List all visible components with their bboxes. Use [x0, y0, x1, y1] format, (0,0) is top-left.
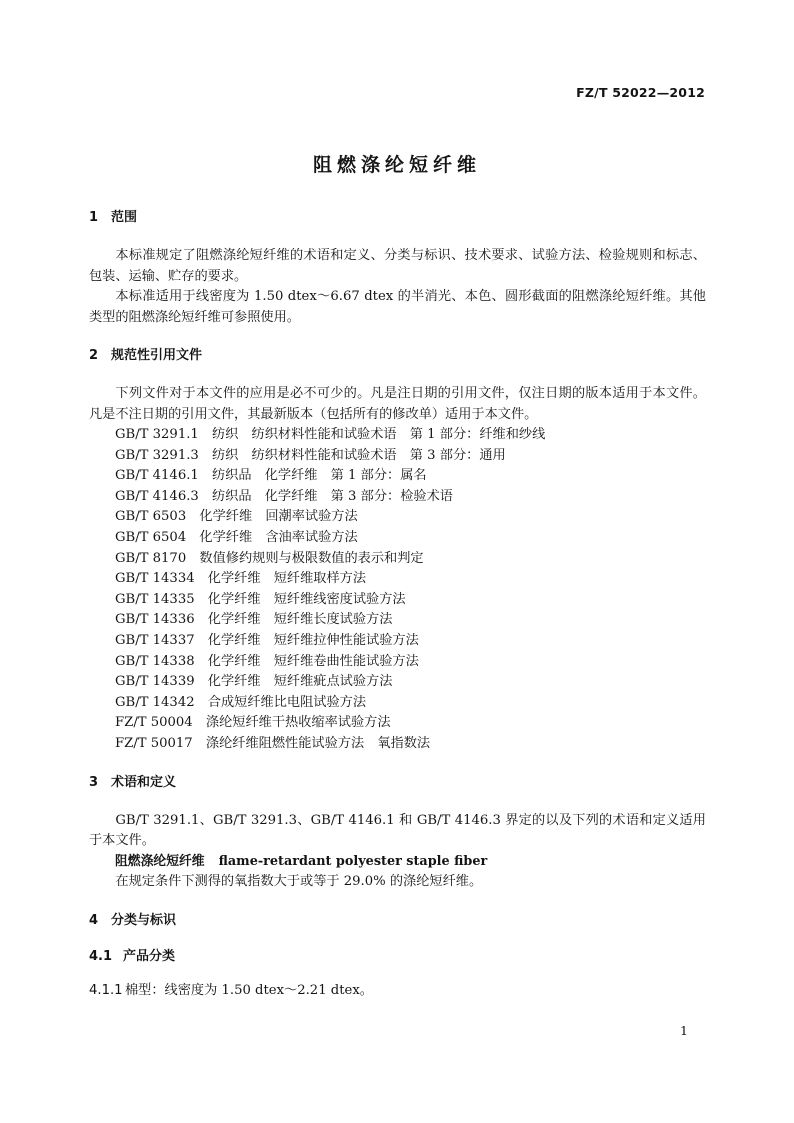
- section-heading: [89, 773, 706, 793]
- reference-item: GB/T 14342 合成短纤维比电阻试验方法: [115, 694, 367, 710]
- clause: [89, 981, 706, 1001]
- section-terms-definitions: [89, 773, 706, 893]
- paragraph: 本标准适用于线密度为 1.50 dtex～6.67 dtex 的半消光、本色、圆形截面的阻燃涤纶短纤维。其他类型的阻燃涤纶短纤维可参照使用。: [89, 289, 706, 325]
- section-heading: [89, 346, 706, 366]
- term-chinese: 阻燃涤纶短纤维: [115, 853, 205, 869]
- reference-item: GB/T 3291.3 纺织 纺织材料性能和试验术语 第 3 部分：通用: [115, 447, 506, 463]
- paragraph: GB/T 3291.1、GB/T 3291.3、GB/T 4146.1 和 GB/T 4146.3 界定的以及下列的术语和定义适用于本文件。: [89, 812, 706, 848]
- clause-number: 4.1.1: [89, 982, 123, 998]
- subsection-number: 4.1: [89, 948, 113, 964]
- paragraph: 本标准规定了阻燃涤纶短纤维的术语和定义、分类与标识、技术要求、试验方法、检验规则和标志、包装、运输、贮存的要求。: [89, 248, 706, 284]
- reference-item: GB/T 4146.3 纺织品 化学纤维 第 3 部分：检验术语: [115, 488, 453, 504]
- reference-item: GB/T 14334 化学纤维 短纤维取样方法: [115, 571, 367, 587]
- clause-text: 棉型：线密度为 1.50 dtex～2.21 dtex。: [125, 982, 373, 998]
- page-number: 1: [680, 1023, 688, 1038]
- reference-item: GB/T 14339 化学纤维 短纤维疵点试验方法: [115, 674, 393, 690]
- section-number: 3: [89, 774, 99, 790]
- reference-item: GB/T 6503 化学纤维 回潮率试验方法: [115, 509, 358, 525]
- subsection-heading: [89, 947, 706, 967]
- reference-item: GB/T 3291.1 纺织 纺织材料性能和试验术语 第 1 部分：纤维和纱线: [115, 427, 546, 442]
- reference-item: GB/T 14337 化学纤维 短纤维拉伸性能试验方法: [115, 632, 419, 648]
- document-body: [89, 208, 706, 1001]
- standard-code: FZ/T 52022—2012: [576, 85, 705, 100]
- reference-item: GB/T 14336 化学纤维 短纤维长度试验方法: [115, 612, 393, 628]
- section-title: 术语和定义: [111, 774, 177, 790]
- document-title: 阻燃涤纶短纤维: [312, 154, 481, 176]
- section-title: 分类与标识: [111, 912, 177, 928]
- section-normative-references: [89, 346, 706, 755]
- term-definition: 在规定条件下测得的氧指数大于或等于 29.0% 的涤纶短纤维。: [115, 874, 483, 889]
- section-number: 1: [89, 210, 99, 225]
- reference-item: GB/T 14335 化学纤维 短纤维线密度试验方法: [115, 591, 406, 607]
- reference-item: GB/T 8170 数值修约规则与极限数值的表示和判定: [115, 550, 424, 566]
- reference-item: GB/T 6504 化学纤维 含油率试验方法: [115, 529, 358, 545]
- section-title: 范围: [111, 210, 138, 225]
- reference-item: FZ/T 50017 涤纶纤维阻燃性能试验方法 氧指数法: [115, 735, 431, 751]
- section-title: 规范性引用文件: [111, 348, 203, 363]
- term-entry: [89, 852, 706, 873]
- reference-item: GB/T 14338 化学纤维 短纤维卷曲性能试验方法: [115, 653, 419, 669]
- section-scope: [89, 208, 706, 328]
- paragraph: 下列文件对于本文件的应用是必不可少的。凡是注日期的引用文件，仅注日期的版本适用于本文件。凡是不注日期的引用文件，其最新版本（包括所有的修改单）适用于本文件。: [89, 386, 706, 422]
- reference-list: [89, 425, 706, 755]
- term-english: flame-retardant polyester staple fiber: [218, 853, 488, 869]
- section-number: 4: [89, 912, 99, 928]
- subsection-title: 产品分类: [123, 948, 176, 964]
- section-heading: [89, 911, 706, 931]
- section-heading: [89, 208, 706, 228]
- reference-item: GB/T 4146.1 纺织品 化学纤维 第 1 部分：属名: [115, 468, 427, 484]
- section-classification: [89, 911, 706, 1001]
- section-number: 2: [89, 348, 99, 363]
- reference-item: FZ/T 50004 涤纶短纤维干热收缩率试验方法: [115, 715, 391, 731]
